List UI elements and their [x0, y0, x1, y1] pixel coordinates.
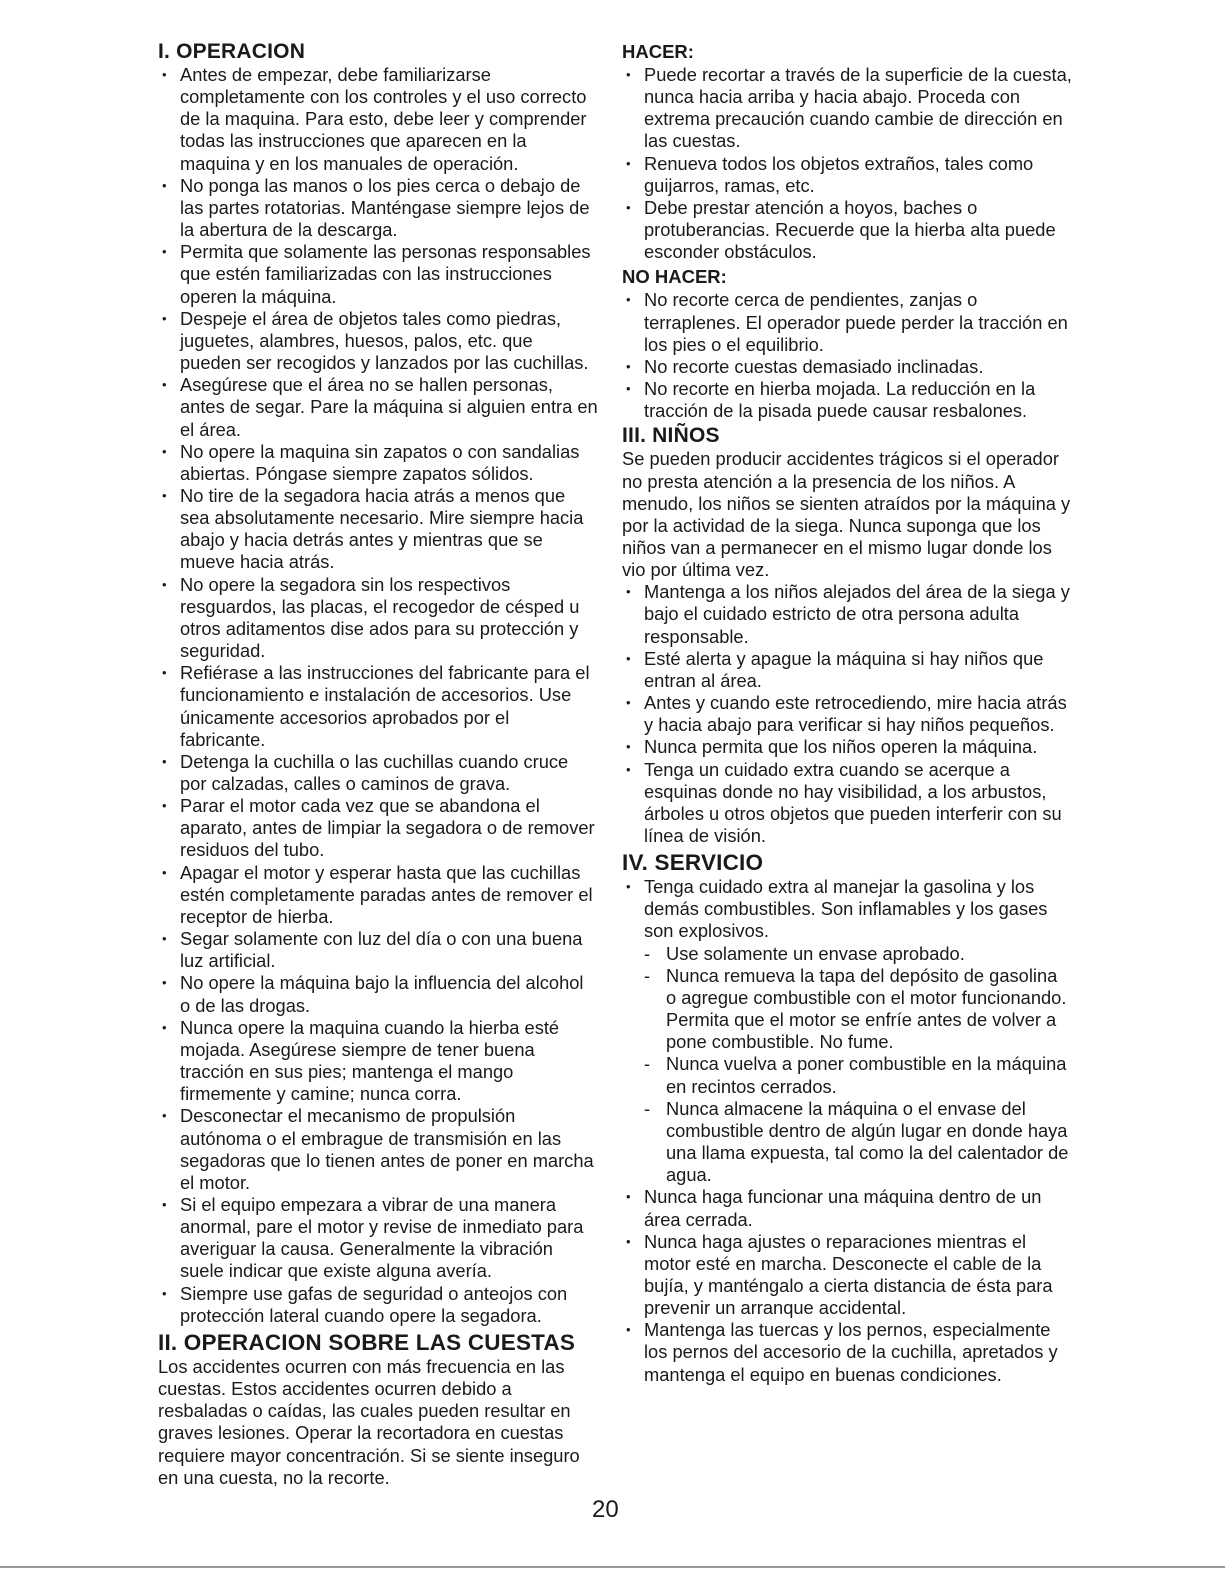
list-item: • Nunca haga ajustes o reparaciones mientras el motor esté en marcha. Desconecte el cable de la bujía, y manténgalo a cierta distancia de ésta para prevenir un arranque accidental.: [622, 1231, 1072, 1320]
list-item: • Debe prestar atención a hoyos, baches o protuberancias. Recuerde que la hierba alta puede esconder obstáculos.: [622, 197, 1072, 263]
list-item: • No recorte cuestas demasiado inclinadas.: [622, 356, 1072, 378]
list-item: • Nunca opere la maquina cuando la hierba esté mojada. Asegúrese siempre de tener buena tracción en sus pies; mantenga el mango firmemente y camine; nunca corra.: [158, 1017, 598, 1106]
list-item: • Desconectar el mecanismo de propulsión autónoma o el embrague de transmisión en las segadoras que lo tienen antes de poner en marcha el motor.: [158, 1105, 598, 1194]
list-item: • Nunca haga funcionar una máquina dentro de un área cerrada.: [622, 1186, 1072, 1230]
servicio-sublist: [644, 943, 1072, 1187]
list-item: • No opere la maquina sin zapatos o con sandalias abiertas. Póngase siempre zapatos sólidos.: [158, 441, 598, 485]
list-item: • Apagar el motor y esperar hasta que las cuchillas estén completamente paradas antes de remover el receptor de hierba.: [158, 862, 598, 928]
sub-list-item: - Nunca almacene la máquina o el envase del combustible dentro de algún lugar en donde haya una llama expuesta, tal como la del calentador de agua.: [644, 1098, 1072, 1187]
section-title-servicio: IV. SERVICIO: [622, 850, 764, 876]
list-item: • Tenga un cuidado extra cuando se acerque a esquinas donde no hay visibilidad, a los arbustos, árboles u otros objetos que pueden interferir con su línea de visión.: [622, 759, 1072, 848]
section-title-ninos: III. NIÑOS: [622, 424, 720, 448]
list-item: • Mantenga las tuercas y los pernos, especialmente los pernos del accesorio de la cuchilla, apretados y mantenga el equipo en buenas condiciones.: [622, 1319, 1072, 1385]
operacion-list: [158, 64, 598, 1327]
list-item: • Si el equipo empezara a vibrar de una manera anormal, pare el motor y revise de inmediato para averiguar la causa. Generalmente la vibración suele indicar que existe alguna avería.: [158, 1194, 598, 1283]
list-item: • Segar solamente con luz del día o con una buena luz artificial.: [158, 928, 598, 972]
list-item: • No opere la máquina bajo la influencia del alcohol o de las drogas.: [158, 972, 598, 1016]
section-title-cuestas: II. OPERACION SOBRE LAS CUESTAS: [158, 1329, 576, 1355]
list-item: [622, 876, 1072, 1186]
subtitle-no-hacer: NO HACER:: [622, 266, 727, 288]
section-title-operacion: I. OPERACION: [158, 40, 306, 63]
list-item: • Asegúrese que el área no se hallen personas, antes de segar. Pare la máquina si alguien entra en el área.: [158, 374, 598, 440]
list-item: • No opere la segadora sin los respectivos resguardos, las placas, el recogedor de césped u otros aditamentos dise ados para su protección y seguridad.: [158, 574, 598, 663]
hacer-list: [622, 64, 1072, 263]
list-item: • Mantenga a los niños alejados del área de la siega y bajo el cuidado estricto de otra persona adulta responsable.: [622, 581, 1072, 647]
sub-list-item: - Nunca remueva la tapa del depósito de gasolina o agregue combustible con el motor funcionando. Permita que el motor se enfríe antes de volver a pone combustible. No fume.: [644, 965, 1072, 1054]
list-item: • No ponga las manos o los pies cerca o debajo de las partes rotatorias. Manténgase siempre lejos de la abertura de la descarga.: [158, 175, 598, 241]
page-number: 20: [592, 1496, 619, 1523]
list-item: • Detenga la cuchilla o las cuchillas cuando cruce por calzadas, calles o caminos de grava.: [158, 751, 598, 795]
list-item: • Parar el motor cada vez que se abandona el aparato, antes de limpiar la segadora o de remover residuos del tubo.: [158, 795, 598, 861]
ninos-paragraph: Se pueden producir accidentes trágicos si el operador no presta atención a la presencia de los niños. A menudo, los niños se sienten atraídos por la máquina y por la actividad de la siega. Nunca suponga que los niños van a permanecer en el mismo lugar donde los vio por última vez.: [622, 448, 1071, 581]
list-item: • No recorte cerca de pendientes, zanjas o terraplenes. El operador puede perder la tracción en los pies o el equilibrio.: [622, 289, 1072, 355]
list-item: • Despeje el área de objetos tales como piedras, juguetes, alambres, huesos, palos, etc. que pueden ser recogidos y lanzados por las cuchillas.: [158, 308, 598, 374]
subtitle-hacer: HACER:: [622, 41, 694, 62]
list-item: • Esté alerta y apague la máquina si hay niños que entran al área.: [622, 648, 1072, 692]
list-item: • Permita que solamente las personas responsables que estén familiarizadas con las instrucciones operen la máquina.: [158, 241, 598, 307]
no-hacer-list: [622, 289, 1072, 422]
servicio-list: [622, 876, 1072, 1386]
bottom-rule: [0, 1566, 1225, 1568]
list-item: • Antes y cuando este retrocediendo, mire hacia atrás y hacia abajo para verificar si hay niños pequeños.: [622, 692, 1072, 736]
list-item: • Puede recortar a través de la superficie de la cuesta, nunca hacia arriba y hacia abajo. Proceda con extrema precaución cuando cambie de dirección en las cuestas.: [622, 64, 1072, 153]
list-item: • No recorte en hierba mojada. La reducción en la tracción de la pisada puede causar resbalones.: [622, 378, 1072, 422]
ninos-list: [622, 581, 1072, 847]
cuestas-paragraph: Los accidentes ocurren con más frecuencia en las cuestas. Estos accidentes ocurren debido a resbaladas o caídas, las cuales pueden resultar en graves lesiones. Operar la recortadora en cuestas requiere mayor concentración. Si se siente inseguro en una cuesta, no la recorte.: [158, 1355, 580, 1488]
list-item: • Antes de empezar, debe familiarizarse completamente con los controles y el uso correcto de la maquina. Para esto, debe leer y comprender todas las instrucciones que aparecen en la maquina y en los manuales de operación.: [158, 64, 598, 175]
list-item: • Renueva todos los objetos extraños, tales como guijarros, ramas, etc.: [622, 153, 1072, 197]
right-column: [622, 40, 1072, 1386]
list-item: • Refiérase a las instrucciones del fabricante para el funcionamiento e instalación de accesorios. Use únicamente accesorios aprobados por el fabricante.: [158, 662, 598, 751]
sub-list-item: - Use solamente un envase aprobado.: [644, 943, 1072, 965]
list-item: • No tire de la segadora hacia atrás a menos que sea absolutamente necesario. Mire siempre hacia abajo y hacia detrás antes y mientras que se mueve hacia atrás.: [158, 485, 598, 574]
left-column: [158, 40, 598, 1489]
list-item-text: Tenga cuidado extra al manejar la gasolina y los demás combustibles. Son inflamables y los gases son explosivos.: [644, 876, 1048, 942]
sub-list-item: - Nunca vuelva a poner combustible en la máquina en recintos cerrados.: [644, 1053, 1072, 1097]
list-item: • Nunca permita que los niños operen la máquina.: [622, 736, 1072, 758]
list-item: • Siempre use gafas de seguridad o anteojos con protección lateral cuando opere la segadora.: [158, 1283, 598, 1327]
